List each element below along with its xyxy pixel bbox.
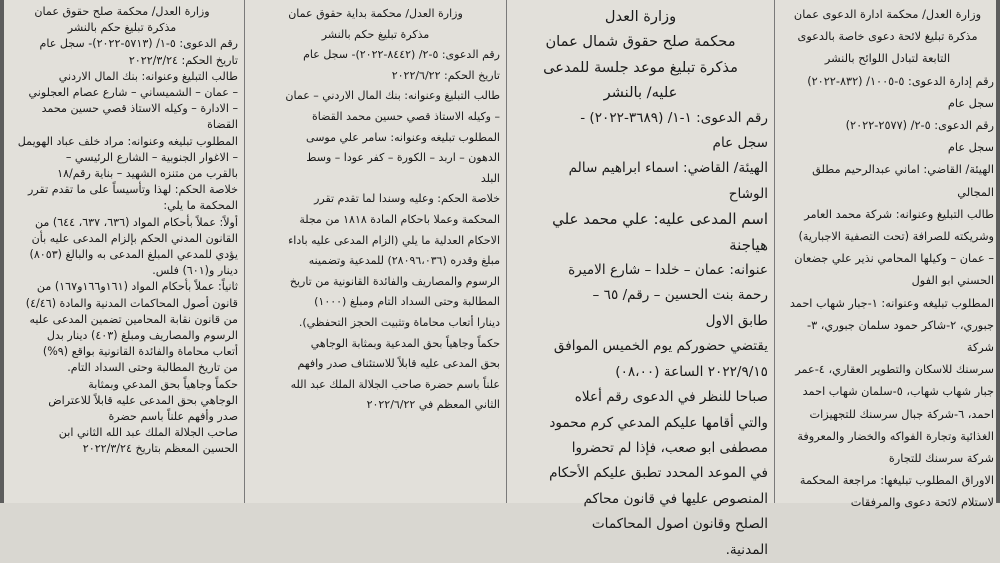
notice-line: الحسني ابو الفول — [911, 274, 994, 288]
notice-line: من تاريخ المطالبة وحتى السداد التام. — [67, 361, 238, 375]
notice-amman-first-instance — [244, 0, 506, 503]
notice-line: الرسوم والمصاريف ومبلغ (٤٠٣) دينار بدل — [46, 329, 238, 343]
notice-line: في الموعد المحدد تطبق عليكم الأحكام — [549, 465, 768, 482]
notice-line: البلد — [480, 171, 500, 185]
notice-line: مذكرة تبليغ لائحة دعوى خاصة بالدعوى — [797, 30, 978, 44]
notice-line: محكمة صلح حقوق شمال عمان — [545, 33, 736, 51]
notice-line: ٢٠٢٢/٩/١٥ الساعة (٠٨،٠٠) — [615, 363, 768, 380]
notice-line: رقم إدارة الدعوى: ٥-١٠٠٥/ (٨٣٢-٢٠٢٢) — [807, 74, 994, 88]
notice-line: المدنية. — [725, 541, 768, 558]
notice-line: طابق الاول — [705, 312, 768, 329]
notice-line: رحمة بنت الحسين – رقم/ ٦٥ – — [592, 287, 768, 304]
notice-line: سجل عام — [947, 141, 994, 155]
notice-line: طالب التبليغ وعنوانه: شركة محمد العامر — [804, 207, 994, 221]
notice-line: الثاني المعظم في ٢٠٢٢/٦/٢٢ — [366, 398, 500, 412]
notice-line: شركة سرسنك للتجارة — [888, 452, 994, 466]
notice-line: خلاصة الحكم: لهذا وتأسيساً على ما تقدم تقرر — [28, 183, 238, 197]
notice-line: مبلغ وقدره (٢٨٠٩٦،٠٣٦) للمدعية وتضمينه — [308, 254, 500, 268]
notice-line: المجالي — [957, 185, 994, 199]
notice-line: جبار شهاب شهاب، ٥-سلمان شهاب احمد — [802, 385, 994, 399]
notice-line: يقتضي حضوركم يوم الخميس الموافق — [553, 338, 768, 355]
notice-line: القانون المدني الحكم بإلزام المدعى عليه بأن — [31, 231, 238, 245]
notice-line: الدهون – اربد – الكورة – كفر عودا – وسط — [306, 151, 500, 165]
notice-line: مذكرة تبليغ موعد جلسة للمدعى — [543, 58, 738, 76]
notice-line: القضاة — [207, 118, 238, 132]
notice-case-management-amman — [774, 0, 1000, 510]
notice-line: الاحكام العدلية ما يلي (الزام المدعى عليه باداء — [288, 233, 500, 247]
notice-line: وزارة العدل/ محكمة صلح حقوق عمان — [34, 5, 210, 18]
notice-line: هياجنة — [729, 235, 768, 254]
notice-line: الهيئة/ القاضي: اسماء ابراهيم سالم — [568, 160, 768, 177]
notice-line: وزارة العدل — [604, 8, 677, 25]
notice-line: صدر وأفهم علناً باسم حضرة — [108, 410, 238, 424]
notice-line: سرسنك للاسكان والتطوير العقاري، ٤-عمر — [795, 363, 994, 377]
notice-line: دينارا أتعاب محاماة وتثبيت الحجز التحفظي). — [298, 315, 500, 329]
notice-line: الحسين المعظم بتاريخ ٢٠٢٢/٣/٢٤ — [82, 442, 238, 456]
notice-line: سجل عام — [947, 96, 994, 110]
notice-line: حكماً وجاهياً بحق المدعية وبمثابة الوجاهي — [310, 336, 500, 350]
notice-line: المحكمة وعملا باحكام المادة ١٨١٨ من مجلة — [299, 212, 500, 226]
notice-line: – الاغوار الجنوبية – الشارع الرئيسي – — [65, 150, 238, 164]
notice-line: عنوانه: عمان – خلدا – شارع الاميرة — [568, 262, 768, 279]
notice-line: رقم الدعوى: ٥-١/ (٥٧١٣-٢٠٢٢)- سجل عام — [39, 37, 238, 51]
notice-line: مصطفى ابو صعب، فإذا لم تحضروا — [571, 439, 768, 456]
notice-line: مذكرة تبليغ حكم بالنشر — [67, 21, 177, 35]
notice-line: مذكرة تبليغ حكم بالنشر — [321, 27, 430, 41]
notice-line: الوجاهي بحق المدعى عليه قابلاً للاعتراض — [48, 393, 238, 407]
notice-line: خلاصة الحكم: وعليه وسندا لما تقدم تقرر — [314, 192, 500, 206]
notice-line: الهيئة/ القاضي: اماني عبدالرحيم مطلق — [812, 163, 994, 177]
notice-line: الوشاح — [728, 185, 768, 202]
notice-line: لاستلام لائحة دعوى والمرفقات — [850, 496, 994, 510]
notice-line: جبوري، ٢-شاكر حمود سلمان جبوري، ٣-شركة — [807, 318, 994, 355]
notice-line: وشريكته للصرافة (تحت التصفية الاجبارية) — [798, 230, 994, 244]
notice-line: صباحا للنظر في الدعوى رقم أعلاه — [574, 389, 768, 406]
notice-line: المطالبة وحتى السداد التام ومبلغ (١٠٠٠) — [314, 295, 500, 309]
notice-line: وزارة العدل/ محكمة بداية حقوق عمان — [288, 7, 463, 20]
notice-line: رقم الدعوى: ٥-٢/ (٨٤٤٢-٢٠٢٢)- سجل عام — [303, 48, 500, 62]
notice-line: يؤدي للمدعي المبلغ المدعى به والبالغ (٨٠٥٣) — [29, 248, 238, 262]
notice-line: تاريخ الحكم: ٢٠٢٢/٦/٢٢ — [391, 68, 500, 82]
notice-line: الرسوم والمصاريف والفائدة القانونية من تاريخ — [289, 274, 500, 288]
notice-line: حكماً وجاهياً بحق المدعي وبمثابة — [88, 377, 238, 391]
notice-line: المنصوص عليها في قانون محاكم — [583, 490, 768, 507]
notice-line: والتي أقامها عليكم المدعي كرم محمود — [549, 414, 768, 431]
notice-line: المطلوب تبليغه وعنوانه: ١-جبار شهاب احمد — [789, 296, 994, 310]
notice-line: علناً باسم حضرة صاحب الجلالة الملك عبد الله — [290, 377, 500, 391]
notice-line: أولاً: عملاً بأحكام المواد (٦٣٦، ٦٣٧، ٦٤٤) من — [34, 215, 238, 229]
notice-line: الغذائية وتجارة الفواكه والخضار والمعروفة — [797, 429, 994, 443]
notice-line: التابعة لتبادل اللوائح بالنشر — [824, 52, 951, 66]
notice-line: قانون أصول المحاكمات المدنية والمادة (٤/٤٦) — [25, 296, 238, 310]
notice-line: احمد، ٦-شركة جبال سرسنك للتجهيزات — [809, 407, 994, 421]
notice-line: – الادارة – وكيله الاستاذ قصي حسين محمد — [41, 102, 238, 116]
notice-amman-magistrate — [0, 0, 244, 503]
notice-north-amman-magistrate — [506, 0, 774, 558]
notice-line: الاوراق المطلوب تبليغها: مراجعة المحكمة — [799, 474, 994, 488]
notice-line: – وكيله الاستاذ قصي حسين محمد القضاة — [311, 109, 500, 123]
notice-line: المطلوب تبليغه وعنوانه: سامر علي موسى — [306, 130, 500, 144]
notice-line: وزارة العدل/ محكمة ادارة الدعوى عمان — [793, 8, 982, 21]
notice-line: طالب التبليغ وعنوانه: بنك المال الاردني – عمان — [285, 89, 500, 103]
notice-line: رقم الدعوى: ٥-٢/ (٢٥٧٧-٢٠٢٢) — [845, 119, 994, 133]
notice-line: سجل عام — [712, 135, 768, 152]
notice-line: عليه/ بالنشر — [603, 84, 678, 102]
left-edge-bar — [0, 0, 4, 503]
notice-line: طالب التبليغ وعنوانه: بنك المال الاردني — [58, 69, 238, 83]
notice-line: المحكمة ما يلي: — [163, 199, 238, 213]
notice-line: أتعاب محاماة والفائدة القانونية بواقع (٩%) — [42, 345, 238, 359]
notice-line: تاريخ الحكم: ٢٠٢٢/٣/٢٤ — [128, 53, 238, 67]
notice-line: رقم الدعوى: ١-١/ (٣٦٨٩-٢٠٢٢) - — [580, 109, 768, 126]
notice-line: – عمان – وكيلها المحامي نذير علي جضعان — [794, 252, 994, 266]
notice-line: من قانون نقابة المحامين تضمين المدعى عليه — [29, 312, 238, 326]
notice-line: الصلح وقانون اصول المحاكمات — [591, 516, 768, 533]
notice-line: بالقرب من متنزه الشهيد – بناية رقم/١٨ — [57, 167, 238, 181]
notice-line: ثانياً: عملاً بأحكام المواد (١٦١و١٦٦و١٦٧) من — [36, 280, 238, 294]
notice-line: صاحب الجلالة الملك عبد الله الثاني ابن — [58, 426, 238, 440]
notice-line: – عمان – الشميساني – شارع عصام العجلوني — [28, 86, 238, 100]
notice-line: بحق المدعى عليه قابلاً للاستئناف صدر وافهم — [297, 357, 500, 371]
notice-line: اسم المدعى عليه: علي محمد علي — [552, 210, 768, 229]
notice-line: المطلوب تبليغه وعنوانه: مراد خلف عباد الهويمل — [17, 134, 238, 148]
notice-line: دينار و(٦٠١) فلس. — [152, 264, 238, 278]
